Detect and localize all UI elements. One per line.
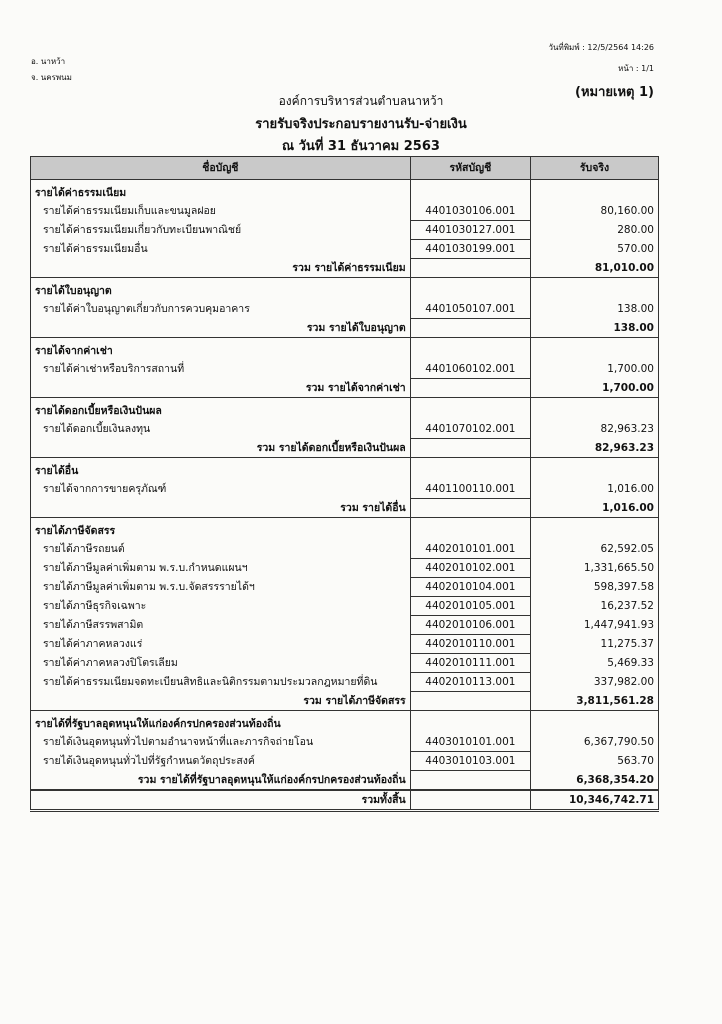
organization-name: องค์การบริหารส่วนตำบลนาหว้า [278, 94, 444, 108]
account-amount: 80,160.00 [531, 202, 659, 221]
table-row [31, 420, 659, 439]
revenue-table [30, 156, 659, 812]
group-total-amount: 1,016.00 [531, 499, 659, 518]
group-header-row [31, 711, 659, 734]
group-title: รายได้ที่รัฐบาลอุดหนุนให้แก่องค์กรปกครองส่วนท้องถิ่น [31, 711, 411, 734]
group-total-row [31, 379, 659, 398]
account-name: รายได้ค่าธรรมเนียมเกี่ยวกับทะเบียนพาณิชย์ [31, 221, 411, 240]
account-name: รายได้เงินอุดหนุนทั่วไปตามอำนาจหน้าที่และภารกิจถ่ายโอน [31, 733, 411, 752]
group-total-amount: 6,368,354.20 [531, 771, 659, 791]
group-header-row [31, 180, 659, 203]
group-header-row [31, 338, 659, 361]
group-title: รายได้อื่น [31, 458, 411, 481]
table-row [31, 221, 659, 240]
col-header-name: ชื่อบัญชี [31, 157, 411, 180]
group-total-row [31, 259, 659, 278]
account-name: รายได้เงินอุดหนุนทั่วไปที่รัฐกำหนดวัตถุประสงค์ [31, 752, 411, 771]
account-name: รายได้ภาษีมูลค่าเพิ่มตาม พ.ร.บ.จัดสรรรายได้ฯ [31, 578, 411, 597]
account-code: 4401030199.001 [410, 240, 530, 259]
group-total-row [31, 499, 659, 518]
group-total-amount: 138.00 [531, 319, 659, 338]
account-amount: 1,700.00 [531, 360, 659, 379]
group-total-row [31, 439, 659, 458]
group-code-cell [410, 180, 530, 203]
group-total-code [410, 771, 530, 791]
col-header-code: รหัสบัญชี [410, 157, 530, 180]
group-header-row [31, 278, 659, 301]
table-row [31, 540, 659, 559]
page-number: หน้า : 1/1 [618, 64, 654, 73]
account-name: รายได้จากการขายครุภัณฑ์ [31, 480, 411, 499]
group-total-code [410, 259, 530, 278]
group-header-row [31, 398, 659, 421]
group-total-code [410, 439, 530, 458]
group-total-row [31, 319, 659, 338]
account-code: 4402010101.001 [410, 540, 530, 559]
group-amount-cell [531, 518, 659, 541]
group-total-amount: 3,811,561.28 [531, 692, 659, 711]
grand-total-code [410, 790, 530, 811]
district-label: อ. นาหว้า [31, 57, 66, 66]
account-amount: 563.70 [531, 752, 659, 771]
group-total-label: รวม รายได้ดอกเบี้ยหรือเงินปันผล [31, 439, 411, 458]
group-amount-cell [531, 711, 659, 734]
account-amount: 6,367,790.50 [531, 733, 659, 752]
account-amount: 280.00 [531, 221, 659, 240]
table-row [31, 360, 659, 379]
note-label: (หมายเหตุ 1) [575, 85, 654, 100]
group-total-label: รวม รายได้ภาษีจัดสรร [31, 692, 411, 711]
account-name: รายได้ค่าภาคหลวงแร่ [31, 635, 411, 654]
account-name: รายได้ค่าธรรมเนียมอื่น [31, 240, 411, 259]
group-header-row [31, 518, 659, 541]
account-amount: 337,982.00 [531, 673, 659, 692]
table-row [31, 635, 659, 654]
group-title: รายได้ใบอนุญาต [31, 278, 411, 301]
account-name: รายได้ค่าธรรมเนียมเก็บและขนมูลฝอย [31, 202, 411, 221]
account-amount: 16,237.52 [531, 597, 659, 616]
group-total-code [410, 379, 530, 398]
table-row [31, 240, 659, 259]
group-code-cell [410, 338, 530, 361]
table-row [31, 597, 659, 616]
account-code: 4401030127.001 [410, 221, 530, 240]
table-row [31, 300, 659, 319]
account-code: 4402010106.001 [410, 616, 530, 635]
grand-total-label: รวมทั้งสิ้น [31, 790, 411, 811]
account-code: 4402010104.001 [410, 578, 530, 597]
group-total-label: รวม รายได้ค่าธรรมเนียม [31, 259, 411, 278]
group-code-cell [410, 518, 530, 541]
group-code-cell [410, 458, 530, 481]
group-total-label: รวม รายได้อื่น [31, 499, 411, 518]
account-code: 4401100110.001 [410, 480, 530, 499]
account-code: 4403010101.001 [410, 733, 530, 752]
account-name: รายได้ค่าภาคหลวงปิโตรเลียม [31, 654, 411, 673]
account-name: รายได้ค่าธรรมเนียมจดทะเบียนสิทธิและนิติกรรมตามประมวลกฎหมายที่ดิน [31, 673, 411, 692]
account-code: 4401060102.001 [410, 360, 530, 379]
group-title: รายได้ค่าธรรมเนียม [31, 180, 411, 203]
group-total-row [31, 771, 659, 791]
group-header-row [31, 458, 659, 481]
account-code: 4402010113.001 [410, 673, 530, 692]
account-amount: 5,469.33 [531, 654, 659, 673]
table-row [31, 202, 659, 221]
table-row [31, 654, 659, 673]
group-total-code [410, 499, 530, 518]
table-row [31, 480, 659, 499]
report-title: รายรับจริงประกอบรายงานรับ-จ่ายเงิน [255, 117, 467, 132]
group-amount-cell [531, 338, 659, 361]
group-total-row [31, 692, 659, 711]
account-name: รายได้ภาษีสรรพสามิต [31, 616, 411, 635]
table-row [31, 616, 659, 635]
group-total-amount: 1,700.00 [531, 379, 659, 398]
group-code-cell [410, 711, 530, 734]
group-total-amount: 81,010.00 [531, 259, 659, 278]
group-code-cell [410, 398, 530, 421]
account-code: 4402010105.001 [410, 597, 530, 616]
table-header-row [31, 157, 659, 180]
table-row [31, 673, 659, 692]
account-code: 4401050107.001 [410, 300, 530, 319]
group-amount-cell [531, 278, 659, 301]
account-amount: 11,275.37 [531, 635, 659, 654]
account-amount: 1,447,941.93 [531, 616, 659, 635]
account-name: รายได้ค่าใบอนุญาตเกี่ยวกับการควบคุมอาคาร [31, 300, 411, 319]
group-amount-cell [531, 398, 659, 421]
account-amount: 598,397.58 [531, 578, 659, 597]
account-code: 4402010111.001 [410, 654, 530, 673]
account-code: 4401070102.001 [410, 420, 530, 439]
account-code: 4402010110.001 [410, 635, 530, 654]
grand-total-amount: 10,346,742.71 [531, 790, 659, 811]
table-row [31, 559, 659, 578]
print-date: วันที่พิมพ์ : 12/5/2564 14:26 [548, 43, 654, 52]
group-amount-cell [531, 180, 659, 203]
group-amount-cell [531, 458, 659, 481]
account-name: รายได้ดอกเบี้ยเงินลงทุน [31, 420, 411, 439]
group-total-label: รวม รายได้จากค่าเช่า [31, 379, 411, 398]
group-total-label: รวม รายได้ใบอนุญาต [31, 319, 411, 338]
account-code: 4402010102.001 [410, 559, 530, 578]
account-name: รายได้ภาษีมูลค่าเพิ่มตาม พ.ร.บ.กำหนดแผนฯ [31, 559, 411, 578]
account-amount: 1,016.00 [531, 480, 659, 499]
group-total-label: รวม รายได้ที่รัฐบาลอุดหนุนให้แก่องค์กรปกครองส่วนท้องถิ่น [31, 771, 411, 791]
account-amount: 138.00 [531, 300, 659, 319]
group-title: รายได้ดอกเบี้ยหรือเงินปันผล [31, 398, 411, 421]
grand-total-row [31, 790, 659, 811]
account-amount: 82,963.23 [531, 420, 659, 439]
account-amount: 570.00 [531, 240, 659, 259]
account-code: 4401030106.001 [410, 202, 530, 221]
account-amount: 1,331,665.50 [531, 559, 659, 578]
group-code-cell [410, 278, 530, 301]
group-total-amount: 82,963.23 [531, 439, 659, 458]
group-title: รายได้จากค่าเช่า [31, 338, 411, 361]
group-total-code [410, 692, 530, 711]
account-name: รายได้ภาษีรถยนต์ [31, 540, 411, 559]
account-amount: 62,592.05 [531, 540, 659, 559]
province-label: จ. นครพนม [31, 73, 72, 82]
account-name: รายได้ค่าเช่าหรือบริการสถานที่ [31, 360, 411, 379]
table-row [31, 578, 659, 597]
report-date: ณ วันที่ 31 ธันวาคม 2563 [282, 139, 440, 154]
group-total-code [410, 319, 530, 338]
group-title: รายได้ภาษีจัดสรร [31, 518, 411, 541]
col-header-amount: รับจริง [531, 157, 659, 180]
table-row [31, 752, 659, 771]
account-name: รายได้ภาษีธุรกิจเฉพาะ [31, 597, 411, 616]
table-row [31, 733, 659, 752]
table-body [31, 180, 659, 811]
account-code: 4403010103.001 [410, 752, 530, 771]
